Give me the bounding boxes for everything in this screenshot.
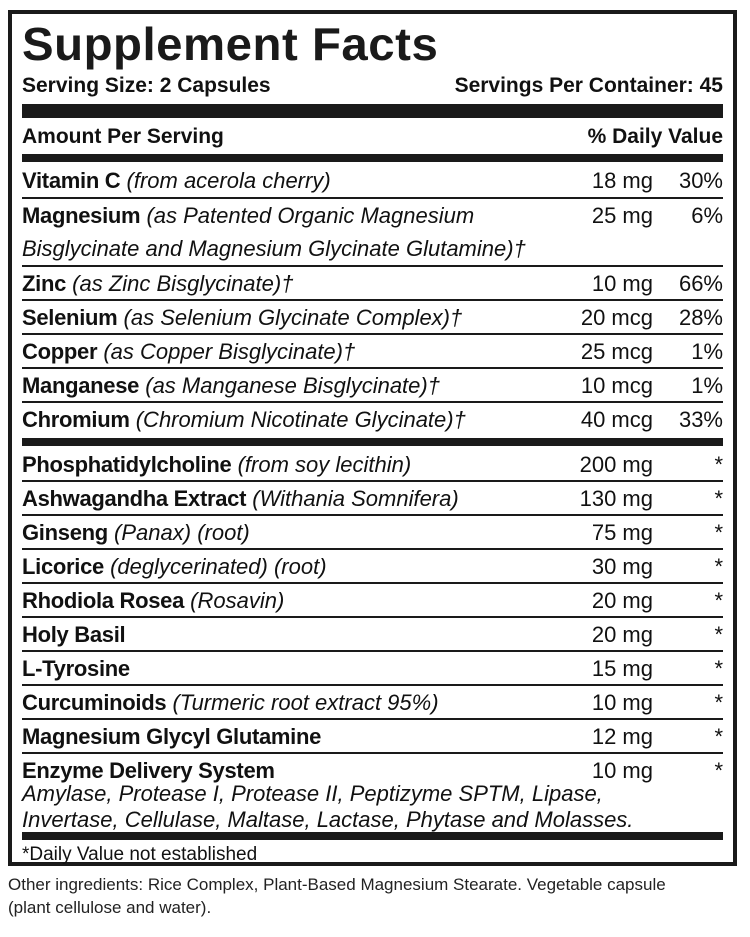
- nutrient-row: [22, 403, 723, 437]
- ingredient-amount: 15 mg: [591, 656, 653, 681]
- ingredient-name: Phosphatidylcholine: [22, 452, 232, 477]
- nutrient-row: [22, 164, 723, 199]
- serving-info: [22, 72, 723, 100]
- ingredient-amount: 10 mg: [591, 758, 653, 783]
- ingredient-amount: 20 mg: [591, 622, 653, 647]
- nutrient-source: (from acerola cherry): [126, 168, 331, 193]
- ingredient-row: [22, 550, 723, 584]
- ingredient-daily-value: *: [714, 486, 723, 511]
- nutrient-amount: 18 mg: [591, 168, 653, 193]
- ingredient-source: (Turmeric root extract 95%): [172, 690, 439, 715]
- nutrient-name: Vitamin C: [22, 168, 121, 193]
- ingredient-daily-value: *: [714, 758, 723, 783]
- ingredient-source: (deglycerinated) (root): [110, 554, 327, 579]
- nutrient-name: Chromium: [22, 407, 130, 432]
- nutrient-amount: 20 mcg: [580, 305, 653, 330]
- ingredient-name: Holy Basil: [22, 622, 126, 647]
- nutrient-name: Selenium: [22, 305, 118, 330]
- nutrient-source: (as Patented Organic Magnesium: [146, 203, 475, 228]
- nutrient-row: [22, 301, 723, 335]
- other-ingredients: Other ingredients: Rice Complex, Plant-Based Magnesium Stearate. Vegetable capsule (plant cellulose and water).: [8, 875, 666, 917]
- ingredient-name: Ginseng: [22, 520, 108, 545]
- panel-title: Supplement Facts: [22, 18, 439, 70]
- nutrient-source-continued: Bisglycinate and Magnesium Glycinate Glutamine)†: [22, 236, 526, 261]
- section-divider: [22, 438, 723, 446]
- nutrient-daily-value: 66%: [678, 271, 723, 296]
- nutrient-amount: 25 mcg: [580, 339, 653, 364]
- thick-divider: [22, 104, 723, 118]
- nutrient-daily-value: 33%: [678, 407, 723, 432]
- nutrient-row: [22, 267, 723, 301]
- enzyme-list-line-2: Invertase, Cellulase, Maltase, Lactase, Phytase and Molasses.: [22, 807, 634, 832]
- daily-value-footnote: *Daily Value not established: [22, 844, 258, 865]
- ingredient-name: Rhodiola Rosea: [22, 588, 185, 613]
- nutrient-source: (as Manganese Bisglycinate)†: [145, 373, 440, 398]
- medium-divider: [22, 154, 723, 162]
- nutrient-name: Manganese: [22, 373, 140, 398]
- ingredient-amount: 30 mg: [591, 554, 653, 579]
- ingredient-source: (Rosavin): [190, 588, 285, 613]
- nutrient-daily-value: 1%: [691, 373, 723, 398]
- ingredient-daily-value: *: [714, 724, 723, 749]
- nutrient-source: (as Zinc Bisglycinate)†: [72, 271, 294, 296]
- amount-per-serving-label: Amount Per Serving: [22, 125, 224, 148]
- ingredient-name: Licorice: [22, 554, 104, 579]
- ingredient-amount: 75 mg: [591, 520, 653, 545]
- supplement-facts-panel: [8, 10, 737, 866]
- nutrient-daily-value: 6%: [691, 203, 723, 228]
- ingredient-row: [22, 652, 723, 686]
- ingredient-daily-value: *: [714, 622, 723, 647]
- nutrient-source: (as Copper Bisglycinate)†: [103, 339, 356, 364]
- ingredient-amount: 12 mg: [591, 724, 653, 749]
- ingredient-amount: 10 mg: [591, 690, 653, 715]
- ingredient-name: L-Tyrosine: [22, 656, 130, 681]
- ingredient-source: (Withania Somnifera): [252, 486, 459, 511]
- ingredient-daily-value: *: [714, 554, 723, 579]
- nutrient-name: Magnesium: [22, 203, 141, 228]
- bottom-divider: [22, 832, 723, 840]
- ingredient-row: [22, 516, 723, 550]
- ingredient-source: (from soy lecithin): [237, 452, 412, 477]
- nutrient-amount: 10 mcg: [580, 373, 653, 398]
- ingredient-name: Magnesium Glycyl Glutamine: [22, 724, 322, 749]
- ingredient-name: Enzyme Delivery System: [22, 758, 275, 783]
- nutrient-source: (Chromium Nicotinate Glycinate)†: [135, 407, 466, 432]
- ingredient-daily-value: *: [714, 656, 723, 681]
- ingredient-daily-value: *: [714, 520, 723, 545]
- nutrient-name: Copper: [22, 339, 98, 364]
- ingredient-daily-value: *: [714, 690, 723, 715]
- ingredient-row: [22, 720, 723, 754]
- ingredient-daily-value: *: [714, 452, 723, 477]
- ingredient-row: [22, 584, 723, 618]
- ingredient-row: [22, 482, 723, 516]
- ingredient-amount: 130 mg: [579, 486, 653, 511]
- ingredient-row: [22, 448, 723, 482]
- ingredient-name: Ashwagandha Extract: [22, 486, 247, 511]
- nutrient-amount: 25 mg: [591, 203, 653, 228]
- nutrient-row: [22, 369, 723, 403]
- nutrient-amount: 10 mg: [591, 271, 653, 296]
- serving-size: Serving Size: 2 Capsules: [22, 74, 271, 97]
- ingredient-row: [22, 754, 723, 830]
- ingredient-row: [22, 686, 723, 720]
- ingredient-daily-value: *: [714, 588, 723, 613]
- nutrient-daily-value: 30%: [678, 168, 723, 193]
- nutrient-amount: 40 mcg: [580, 407, 653, 432]
- ingredient-name: Curcuminoids: [22, 690, 167, 715]
- nutrient-daily-value: 1%: [691, 339, 723, 364]
- nutrient-row: [22, 199, 723, 267]
- ingredient-source: (Panax) (root): [114, 520, 250, 545]
- daily-value-label: % Daily Value: [587, 125, 723, 148]
- nutrient-source: (as Selenium Glycinate Complex)†: [123, 305, 463, 330]
- ingredient-row: [22, 618, 723, 652]
- nutrient-row: [22, 335, 723, 369]
- ingredient-amount: 20 mg: [591, 588, 653, 613]
- ingredient-amount: 200 mg: [579, 452, 653, 477]
- nutrient-name: Zinc: [22, 271, 67, 296]
- servings-per-container: Servings Per Container: 45: [454, 74, 723, 97]
- column-header: [22, 122, 723, 152]
- nutrient-daily-value: 28%: [678, 305, 723, 330]
- enzyme-list-line-1: Amylase, Protease I, Protease II, Peptizyme SPTM, Lipase,: [22, 781, 603, 806]
